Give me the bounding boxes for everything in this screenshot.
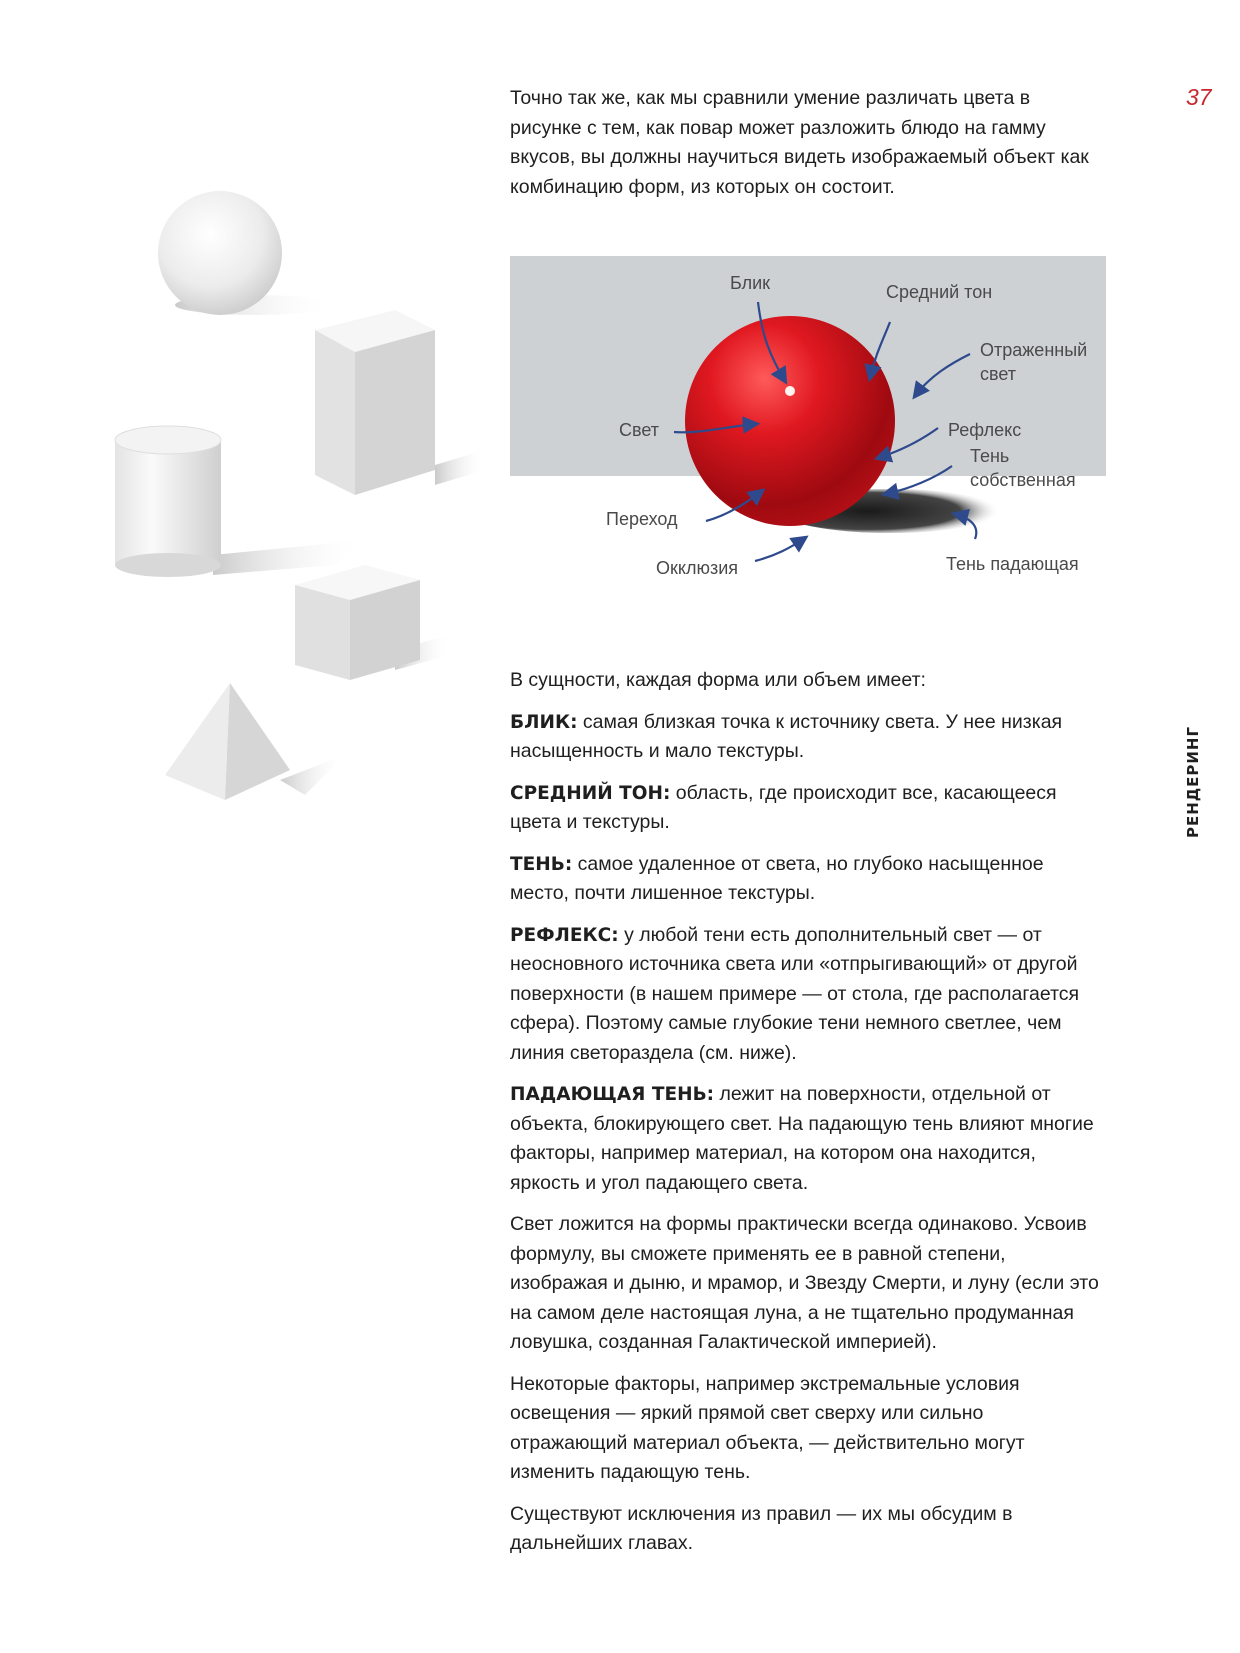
white-sphere (158, 191, 335, 315)
sphere-highlight (785, 386, 795, 396)
label-highlight: Блик (730, 273, 771, 293)
sphere-lighting-diagram (500, 246, 1120, 591)
term-cast-shadow: ПАДАЮЩАЯ ТЕНЬ: (510, 1084, 715, 1105)
item-cast-shadow (510, 1080, 1106, 1198)
lead-paragraph: В сущности, каждая форма или объем имеет: (510, 669, 926, 691)
desc-highlight: самая близкая точка к источнику света. У нее низкая насыщенность и мало текстуры. (510, 710, 1063, 762)
label-light: Свет (619, 420, 660, 440)
section-label: РЕНДЕРИНГ (1184, 725, 1202, 839)
label-reflected-light-2: свет (980, 364, 1017, 384)
label-form-shadow: Тень (970, 446, 1010, 466)
paragraph-light-formula: Свет ложится на формы практически всегда одинаково. Усвоив формулу, вы сможете применять ее в равной степени, изображая и дыню, и мрамор, и Звезду Смерти, и луну (если это на самом деле настоящая луна, а не тщательно продуманная ловушка, созданная Галактической империей). (510, 1213, 1099, 1353)
desc-shadow: самое удаленное от света, но глубоко насыщенное место, почти лишенное текстуры. (510, 852, 1044, 904)
paragraph-extreme-conditions: Некоторые факторы, например экстремальные условия освещения — яркий прямой свет сверху или сильно отражающий материал объекта, — действительно могут изменить падающую тень. (510, 1372, 1025, 1483)
item-shadow (510, 850, 1106, 909)
label-form-shadow-2: собственная (970, 470, 1076, 490)
paragraph-exceptions: Существуют исключения из правил — их мы обсудим в дальнейших главах. (510, 1502, 1013, 1554)
term-shadow: ТЕНЬ: (510, 853, 573, 875)
term-midtone: СРЕДНИЙ ТОН: (510, 782, 671, 804)
label-midtone: Средний тон (886, 282, 993, 302)
term-reflex: РЕФЛЕКС: (510, 924, 619, 946)
term-highlight: БЛИК: (510, 711, 578, 733)
white-box (315, 310, 485, 495)
label-reflected-light: Отраженный (980, 340, 1088, 360)
body-text (510, 666, 1106, 1571)
item-reflex (510, 921, 1106, 1069)
label-reflex: Рефлекс (948, 420, 1022, 440)
label-transition: Переход (606, 509, 678, 529)
label-occlusion: Окклюзия (656, 558, 739, 578)
basic-shapes-illustration (105, 180, 495, 860)
label-cast-shadow: Тень падающая (946, 554, 1079, 574)
desc-midtone: область, где происходит все, касающееся цвета и текстуры. (510, 781, 1057, 833)
desc-reflex: у любой тени есть дополнительный свет — от неосновного источника света или «отпрыгивающий» от другой поверхности (в нашем примере — от стола, где располагается сфера). Поэтому самые глубокие тени немного светлее, чем линия светораздела (см. ниже). (510, 923, 1080, 1064)
red-sphere (685, 316, 895, 526)
white-pyramid (165, 683, 345, 800)
intro-paragraph: Точно так же, как мы сравнили умение различать цвета в рисунке с тем, как повар может разложить блюдо на гамму вкусов, вы должны научиться видеть изображаемый объект как комбинацию форм, из которых он состоит. (510, 87, 1089, 198)
white-cube (295, 565, 450, 680)
item-midtone (510, 779, 1106, 838)
desc-cast-shadow: лежит на поверхности, отдельной от объекта, блокирующего свет. На падающую тень влияют многие факторы, например материал, на котором она находится, яркость и угол падающего света. (510, 1083, 1094, 1194)
page-number: 37 (1186, 84, 1212, 110)
item-highlight (510, 708, 1106, 767)
